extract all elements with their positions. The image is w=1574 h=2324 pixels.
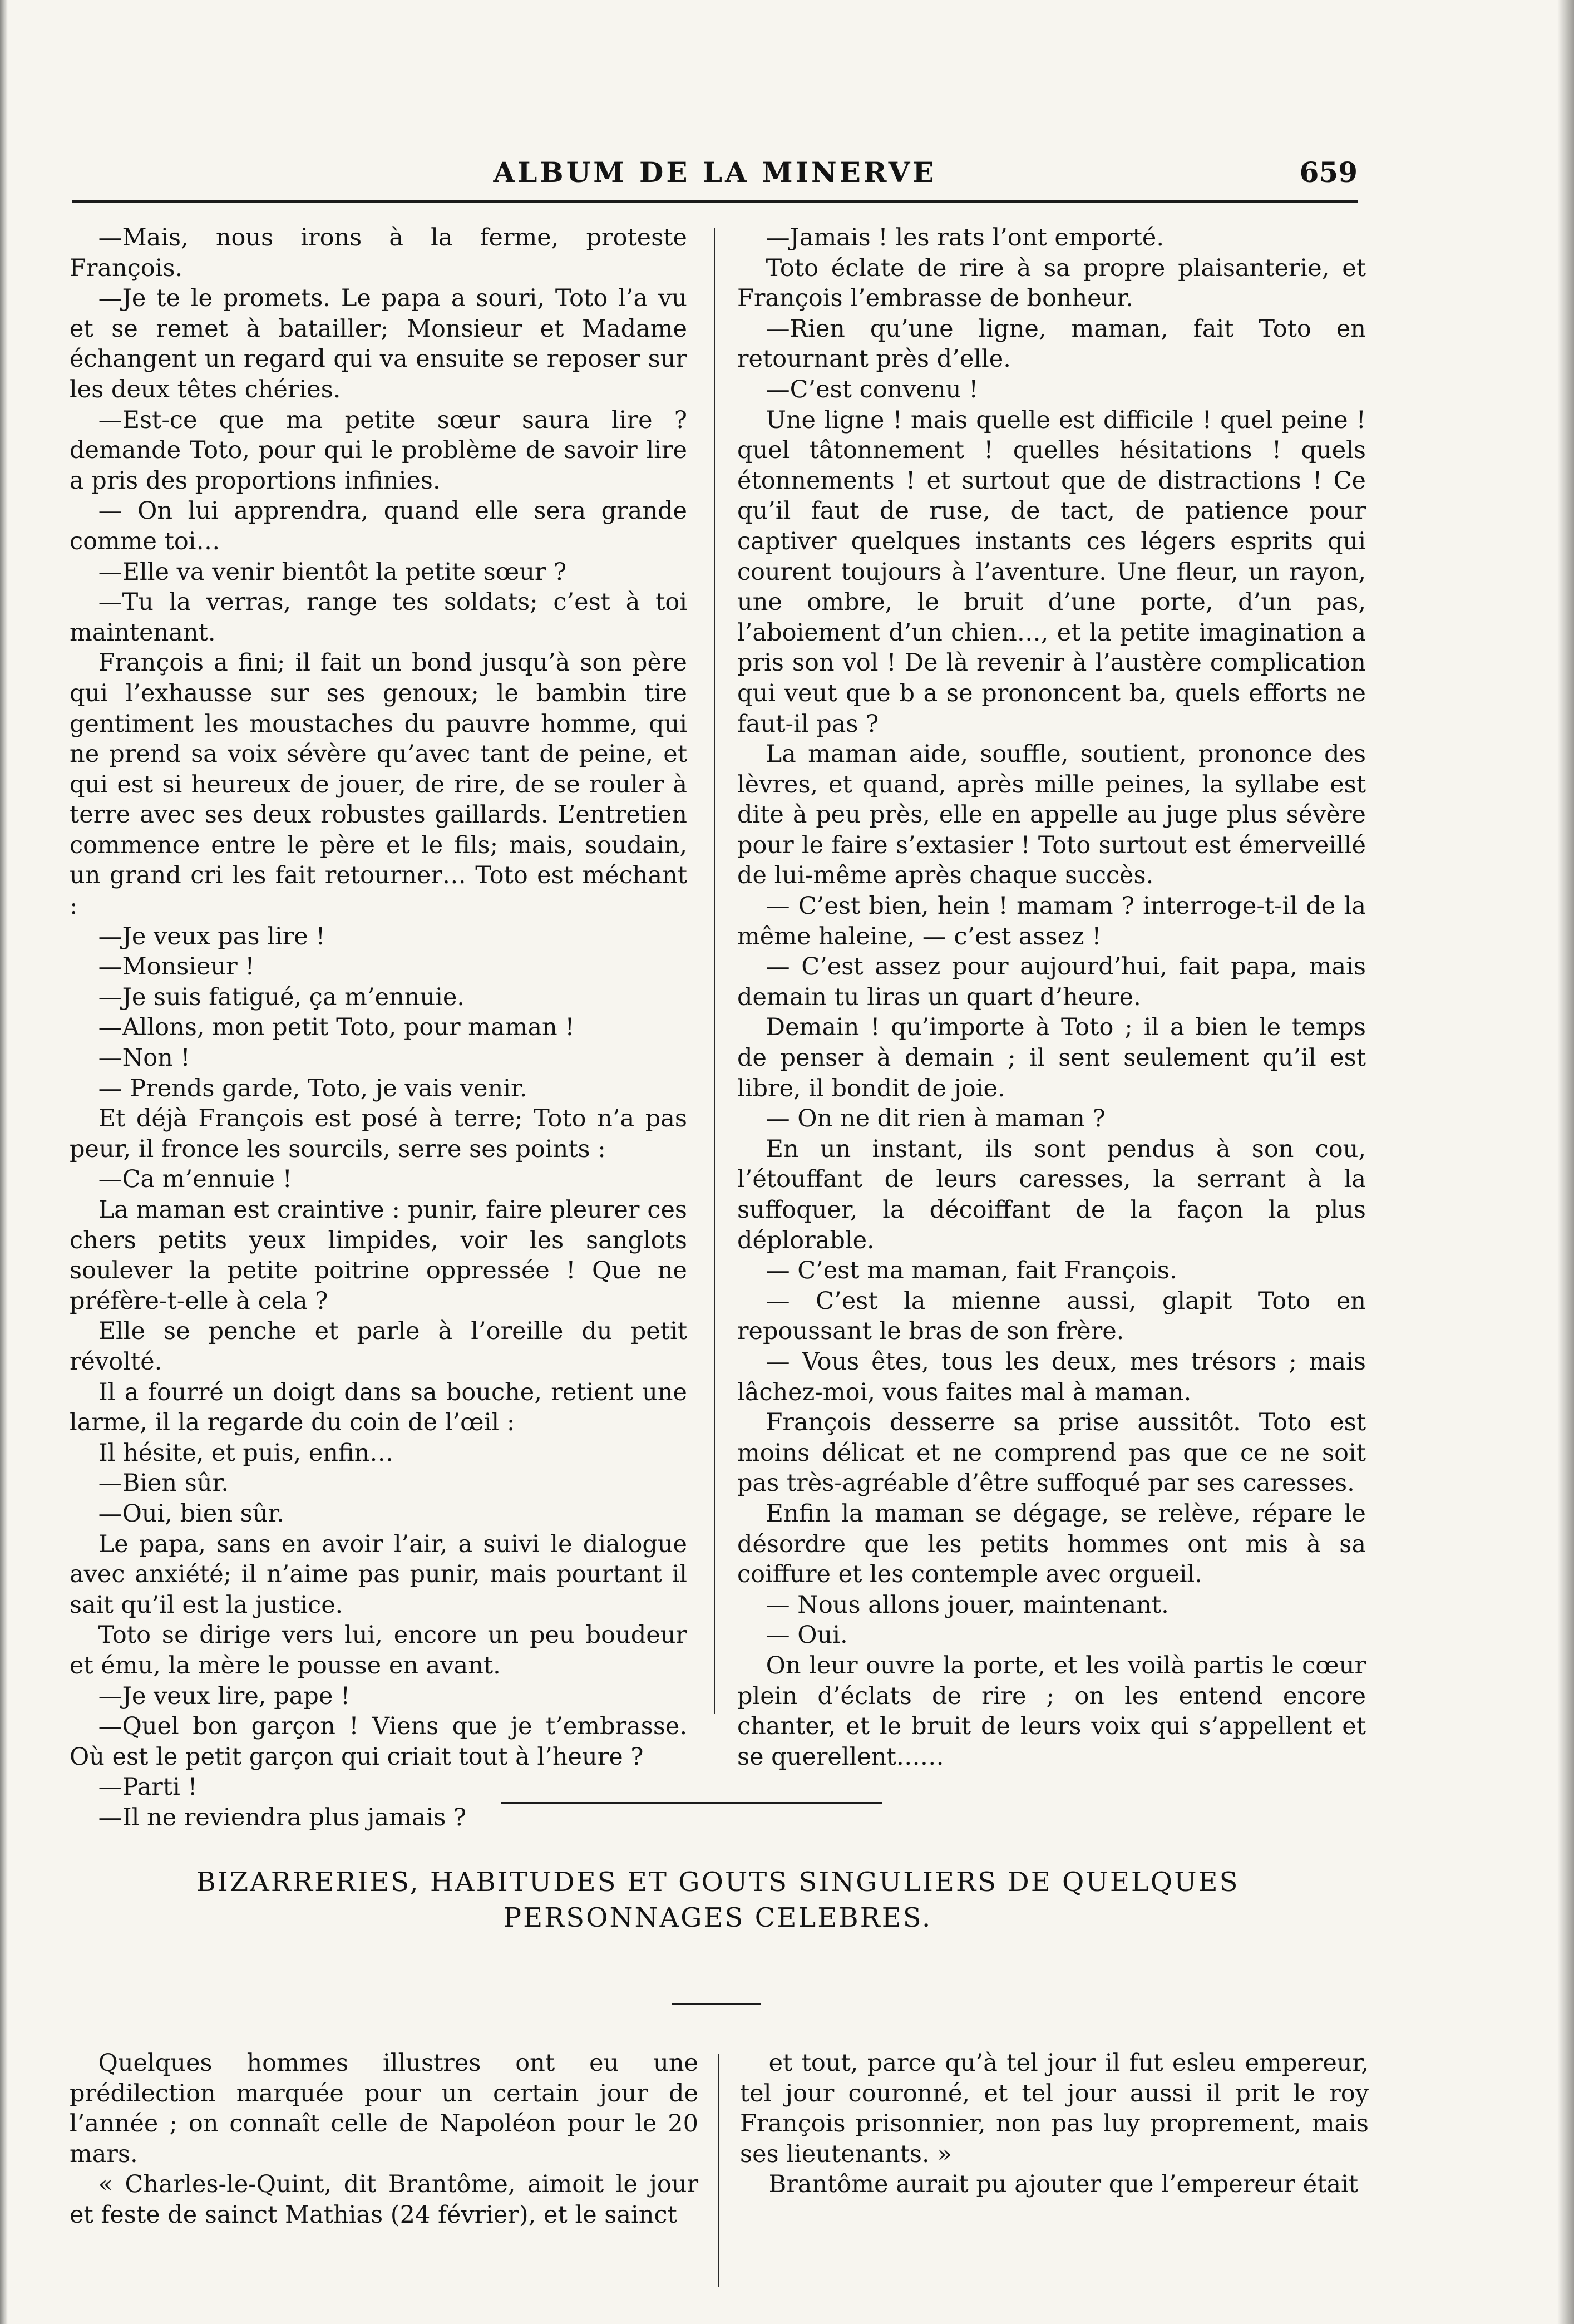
paragraph: La maman est craintive : punir, faire pleurer ces chers petits yeux limpides, voir les sanglots soulever la petite poitrine oppressée ! Que ne préfère-t-elle à cela ?: [70, 1196, 687, 1315]
paragraph: — Prends garde, Toto, je vais venir.: [98, 1074, 527, 1102]
running-header: [72, 150, 1358, 200]
paragraph: — C’est assez pour aujourd’hui, fait papa, mais demain tu liras un quart d’heure.: [737, 953, 1366, 1011]
article-column-right: [740, 2048, 1369, 2200]
article-column-left: [70, 2048, 698, 2231]
paragraph: — On lui apprendra, quand elle sera grande comme toi…: [70, 497, 687, 555]
paragraph: —Bien sûr.: [98, 1469, 229, 1498]
running-title: ALBUM DE LA MINERVE: [493, 156, 937, 189]
paragraph: François a fini; il fait un bond jusqu’à son père qui l’exhausse sur ses genoux; le bambin tire gentiment les moustaches du pauvre homme, qui ne prend sa voix sévère qu’avec tant de peine, et qui est si heureux de jouer, de rire, de se rouler à terre avec ses deux robustes gaillards. L’entretien commence entre le père et le fils; mais, soudain, un grand cri les fait retourner… Toto est méchant :: [70, 649, 687, 920]
article-title-line: PERSONNAGES CELEBRES.: [503, 1902, 932, 1933]
title-underline-rule: [672, 2003, 761, 2005]
paragraph: — Nous allons jouer, maintenant.: [766, 1591, 1169, 1619]
paragraph: — C’est la mienne aussi, glapit Toto en repoussant le bras de son frère.: [737, 1287, 1366, 1346]
scan-edge-right: [1557, 0, 1574, 2324]
paragraph: —Parti !: [98, 1773, 198, 1801]
paragraph: —C’est convenu !: [766, 375, 979, 403]
paragraph: —Jamais ! les rats l’ont emporté.: [766, 224, 1164, 252]
paragraph: —Quel bon garçon ! Viens que je t’embrasse. Où est le petit garçon qui criait tout à l’heure ?: [70, 1712, 687, 1771]
article-title: [100, 1864, 1335, 1936]
paragraph: Une ligne ! mais quelle est difficile ! quel peine ! quel tâtonnement ! quelles hésitations ! quels étonnements ! et surtout que de distractions ! Ce qu’il faut de ruse, de tact, de patience pour captiver quelques instants ces légers esprits qui courent toujours à l’aventure. Une fleur, un rayon, une ombre, le bruit d’une porte, d’un pas, l’aboiement d’un chien…, et la petite imagination a pris son vol ! De là revenir à l’austère complication qui veut que b a se prononcent ba, quels efforts ne faut-il pas ?: [737, 406, 1366, 738]
paragraph: —Allons, mon petit Toto, pour maman !: [98, 1013, 575, 1042]
paragraph: —Il ne reviendra plus jamais ?: [98, 1803, 467, 1831]
paragraph: Quelques hommes illustres ont eu une prédilection marquée pour un certain jour de l’année ; on connaît celle de Napoléon pour le 20 mars.: [70, 2049, 698, 2168]
paragraph: —Je veux lire, pape !: [98, 1682, 351, 1710]
paragraph: On leur ouvre la porte, et les voilà partis le cœur plein d’éclats de rire ; on les entend encore chanter, et le bruit de leurs voix qui s’appellent et se querellent……: [737, 1651, 1366, 1771]
paragraph: Il a fourré un doigt dans sa bouche, retient une larme, il la regarde du coin de l’œil :: [70, 1378, 687, 1437]
paragraph: —Non !: [98, 1044, 190, 1072]
paragraph: —Mais, nous irons à la ferme, proteste François.: [70, 224, 687, 282]
paragraph: Brantôme aurait pu ajouter que l’empereur était: [768, 2170, 1359, 2199]
header-rule: [72, 200, 1358, 203]
paragraph: —Ca m’ennuie !: [98, 1165, 292, 1194]
article-title-line: BIZARRERIES, HABITUDES ET GOUTS SINGULIERS DE QUELQUES: [196, 1867, 1240, 1898]
paragraph: —Rien qu’une ligne, maman, fait Toto en retournant près d’elle.: [737, 314, 1366, 373]
paragraph: —Je veux pas lire !: [98, 922, 325, 951]
story-column-right: [737, 223, 1366, 1772]
paragraph: —Est-ce que ma petite sœur saura lire ? demande Toto, pour qui le problème de savoir lire a pris des proportions infinies.: [70, 406, 687, 495]
page-number: 659: [1299, 156, 1358, 189]
paragraph: —Tu la verras, range tes soldats; c’est à toi maintenant.: [70, 588, 687, 647]
paragraph: « Charles-le-Quint, dit Brantôme, aimoit le jour et feste de sainct Mathias (24 février), et le sainct: [70, 2170, 698, 2229]
paragraph: Elle se penche et parle à l’oreille du petit révolté.: [70, 1317, 687, 1376]
paragraph: Et déjà François est posé à terre; Toto n’a pas peur, il fronce les sourcils, serre ses points :: [70, 1105, 687, 1163]
paragraph: —Elle va venir bientôt la petite sœur ?: [98, 558, 567, 586]
paragraph: —Oui, bien sûr.: [98, 1499, 284, 1528]
paragraph: —Je te le promets. Le papa a souri, Toto l’a vu et se remet à batailler; Monsieur et Madame échangent un regard qui va ensuite se reposer sur les deux têtes chéries.: [70, 284, 687, 403]
paragraph: et tout, parce qu’à tel jour il fut esleu empereur, tel jour couronné, et tel jour aussi il prit le roy François prisonnier, non pas luy proprement, mais ses lieutenants. »: [740, 2049, 1369, 2168]
story-column-left: [70, 223, 687, 1833]
column-divider: [718, 2054, 719, 2287]
paragraph: — C’est ma maman, fait François.: [766, 1257, 1177, 1285]
paragraph: Enfin la maman se dégage, se relève, répare le désordre que les petits hommes ont mis à sa coiffure et les contemple avec orgueil.: [737, 1499, 1366, 1589]
paragraph: Demain ! qu’importe à Toto ; il a bien le temps de penser à demain ; il sent seulement qu’il est libre, il bondit de joie.: [737, 1013, 1366, 1102]
section-separator-rule: [501, 1802, 882, 1804]
paragraph: En un instant, ils sont pendus à son cou, l’étouffant de leurs caresses, la serrant à la suffoquer, la décoiffant de la façon la plus déplorable.: [737, 1135, 1366, 1254]
paragraph: — Vous êtes, tous les deux, mes trésors ; mais lâchez-moi, vous faites mal à maman.: [737, 1347, 1366, 1406]
scan-edge-left: [0, 0, 8, 2324]
paragraph: Toto se dirige vers lui, encore un peu boudeur et ému, la mère le pousse en avant.: [70, 1621, 687, 1680]
paragraph: —Monsieur !: [98, 953, 255, 981]
paragraph: Il hésite, et puis, enfin…: [98, 1439, 394, 1467]
paragraph: La maman aide, souffle, soutient, prononce des lèvres, et quand, après mille peines, la syllabe est dite à peu près, elle en appelle au juge plus sévère pour le faire s’extasier ! Toto surtout est émerveillé de lui-même après chaque succès.: [737, 740, 1366, 890]
paragraph: Toto éclate de rire à sa propre plaisanterie, et François l’embrasse de bonheur.: [737, 254, 1366, 313]
paragraph: — C’est bien, hein ! mamam ? interroge-t-il de la même haleine, — c’est assez !: [737, 892, 1366, 951]
paragraph: François desserre sa prise aussitôt. Toto est moins délicat et ne comprend pas que ce ne soit pas très-agréable d’être suffoqué par ses caresses.: [737, 1409, 1366, 1498]
paragraph: Le papa, sans en avoir l’air, a suivi le dialogue avec anxiété; il n’aime pas punir, mais pourtant il sait qu’il est la justice.: [70, 1530, 687, 1619]
column-divider: [714, 228, 715, 1714]
paragraph: —Je suis fatigué, ça m’ennuie.: [98, 983, 465, 1011]
paragraph: — On ne dit rien à maman ?: [766, 1105, 1106, 1133]
paragraph: — Oui.: [766, 1621, 848, 1650]
